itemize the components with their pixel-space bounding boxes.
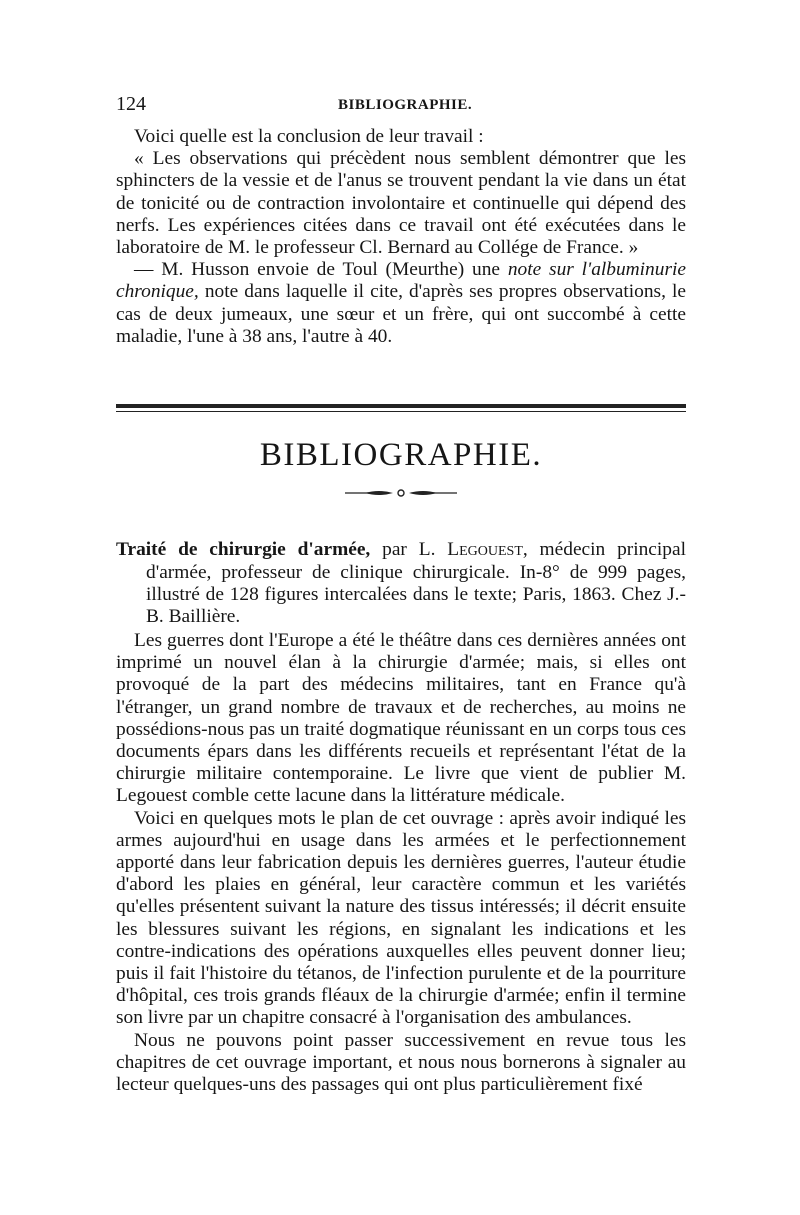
divider-thick-line — [116, 404, 686, 408]
note-title-italic: note sur l'albuminurie chronique, — [116, 259, 686, 303]
bibliography-citation — [116, 539, 686, 628]
running-head: BIBLIOGRAPHIE. — [338, 97, 473, 113]
husson-text-start: — M. Husson envoie de Toul (Meurthe) une — [134, 259, 508, 281]
husson-text-end: note dans laquelle il cite, d'après ses propres observations, le cas de deux jumeaux, une sœur et un frère, qui ont succombé à cette maladie, l'une à 38 ans, l'autre à 40. — [116, 281, 686, 347]
review-paragraph-3: Nous ne pouvons point passer successivement en revue tous les chapitres de cet ouvrage important, et nous nous bornerons à signaler au lecteur quelques-uns des passages qui ont plus particulièrement fixé — [116, 1029, 686, 1096]
author-name: Legouest — [447, 539, 523, 561]
intro-quote-paragraph: « Les observations qui précèdent nous semblent démontrer que les sphincters de la vessie et de l'anus se trouvent pendant la vie dans un état de tonicité ou de contraction involontaire et continuelle qui dépend des nerfs. Les expériences citées dans ce travail ont été exécutées dans le laboratoire de M. le professeur Cl. Bernard au Collége de France. » — [116, 148, 686, 259]
intro-paragraph-1: Voici quelle est la conclusion de leur travail : — [134, 126, 484, 147]
section-divider — [116, 404, 686, 412]
review-paragraph-1: Les guerres dont l'Europe a été le théâtre dans ces dernières années ont imprimé un nouvel élan à la chirurgie d'armée; mais, si elles ont provoqué de la part des médecins militaires, tant en France qu'à l'étranger, un grand nombre de travaux et de recherches, au moins ne possédions-nous pas un traité dogmatique réunissant en un corps tous ces documents épars dans les différents recueils et représentant l'état de la chirurgie militaire contemporaine. Le livre que vient de publier M. Legouest comble cette lacune dans la littérature médicale. — [116, 630, 686, 807]
divider-thin-line — [116, 411, 686, 412]
review-paragraph-2: Voici en quelques mots le plan de cet ouvrage : après avoir indiqué les armes aujourd'hui en usage dans les armées et le perfectionnement apporté dans leur fabrication depuis les dernières guerres, l'auteur étudie d'abord les plaies en général, leur caractère commun et les variétés qu'elles présentent suivant la nature des tissus intéressés; il décrit ensuite les blessures suivant les régions, en signalant les indications et les contre-indications des opérations auxquelles elles peuvent donner lieu; puis il fait l'histoire du tétanos, de l'infection purulente et de la pourriture d'hôpital, ces trois grands fléaux de la chirurgie d'armée; enfin il termine son livre par un chapitre consacré à l'organisation des ambulances. — [116, 807, 686, 1029]
ornament-flourish-icon — [345, 486, 457, 500]
bibliography-entry — [116, 520, 686, 648]
review-text — [116, 630, 686, 1096]
page-number: 124 — [116, 93, 146, 115]
intro-text — [116, 126, 686, 348]
book-title: Traité de chirurgie d'armée, — [116, 539, 371, 561]
citation-by: par L. — [370, 539, 448, 561]
citation-details: , médecin principal d'armée, professeur de clinique chirurgicale. In-8° de 999 pages, illustré de 128 figures intercalées dans le texte; Paris, 1863. Chez J.-B. Baillière. — [146, 539, 686, 627]
section-title: BIBLIOGRAPHIE. — [259, 437, 543, 473]
page-header — [116, 93, 686, 117]
intro-paragraph-husson — [116, 259, 686, 348]
